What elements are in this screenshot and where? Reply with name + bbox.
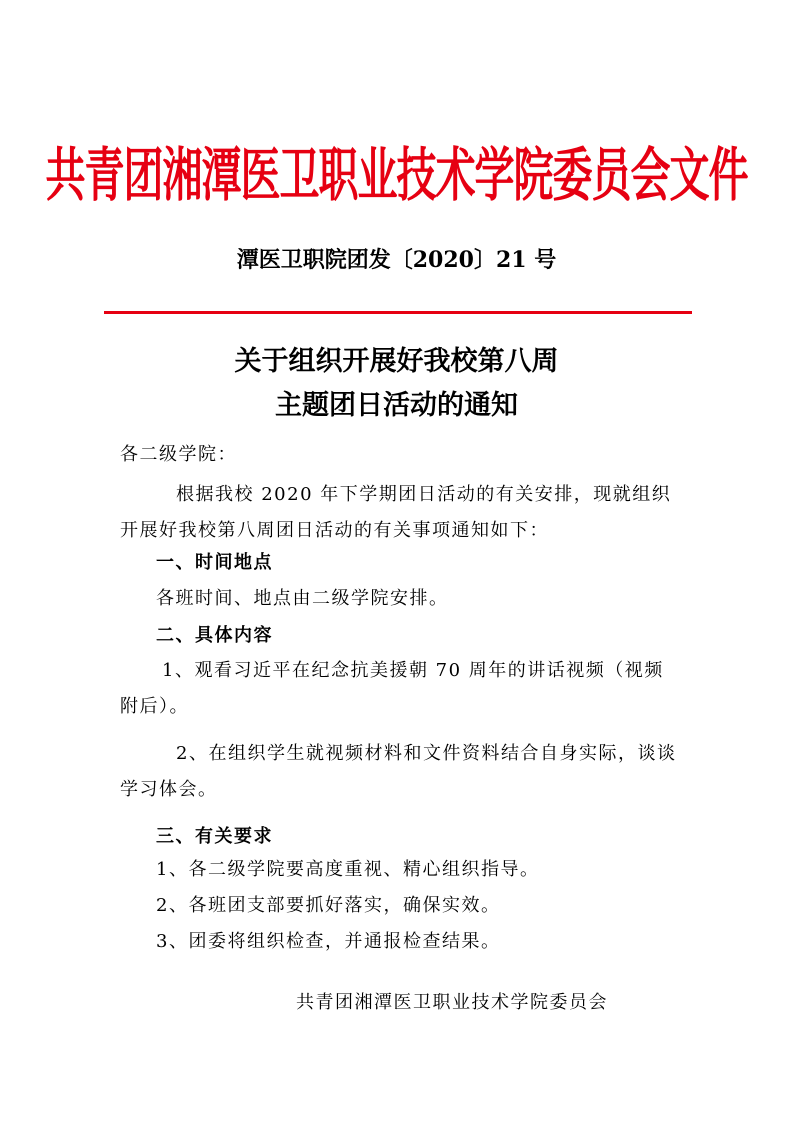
notice-title-line-2: 主题团日活动的通知 bbox=[275, 390, 518, 421]
section-item: 1、各二级学院要高度重视、精心组织指导。 bbox=[156, 859, 540, 880]
section-item: 各班时间、地点由二级学院安排。 bbox=[156, 588, 449, 609]
section-item: 2、各班团支部要抓好落实，确保实效。 bbox=[156, 895, 501, 916]
document-number: 潭医卫职院团发〔2020〕21 号 bbox=[236, 247, 557, 273]
intro-paragraph: 根据我校 2020 年下学期团日活动的有关安排，现就组织开展好我校第八周团日活动的有关事项通知如下： bbox=[120, 484, 672, 541]
notice-title-line-1: 关于组织开展好我校第八周 bbox=[234, 346, 559, 377]
signature: 共青团湘潭医卫职业技术学院委员会 bbox=[296, 992, 608, 1013]
document-masthead bbox=[0, 128, 793, 224]
section-item: 3、团委将组织检查，并通报检查结果。 bbox=[156, 931, 501, 952]
masthead-text: 共青团湘潭医卫职业技术学院委员会文件 bbox=[45, 142, 748, 210]
section-heading-time-place: 一、时间地点 bbox=[156, 552, 273, 573]
section-heading-requirements: 三、有关要求 bbox=[156, 826, 273, 847]
salutation: 各二级学院： bbox=[120, 444, 237, 465]
section-heading-content: 二、具体内容 bbox=[156, 625, 273, 646]
section-item: 2、在组织学生就视频材料和文件资料结合自身实际，谈谈学习体会。 bbox=[120, 743, 677, 800]
section-item: 1、观看习近平在纪念抗美援朝 70 周年的讲话视频（视频附后）。 bbox=[120, 660, 664, 717]
red-divider-line bbox=[104, 311, 692, 314]
